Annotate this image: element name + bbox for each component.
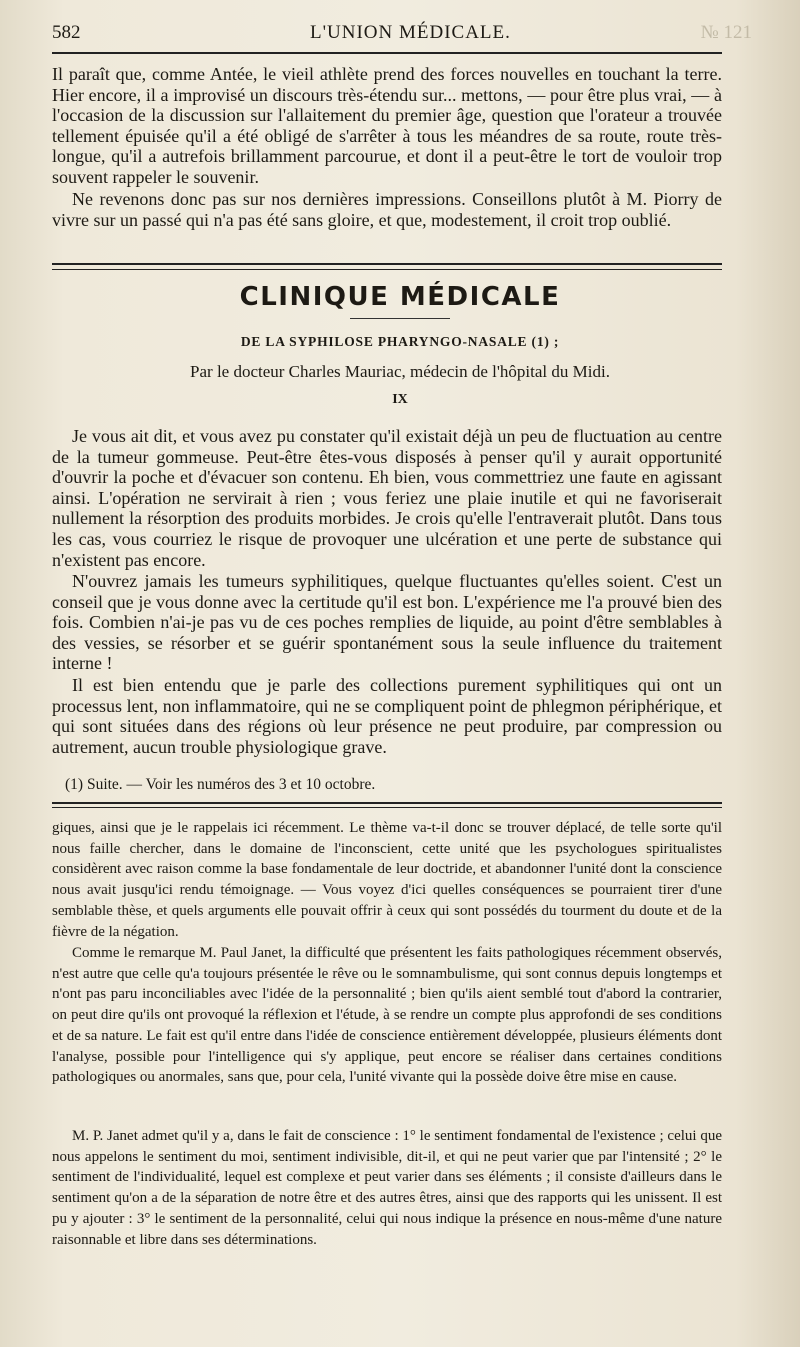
footnote-rule	[52, 802, 722, 804]
clinic-paragraph-1: Je vous ait dit, et vous avez pu constater qu'il existait déjà un peu de fluctuation au centre de la tumeur gommeuse. Peut-être êtes-vous disposés à penser qu'il y aurait opportunité d'ouvrir la poche et d'évacuer son contenu. Eh bien, vous commettriez une faute en agissant ainsi. L'opération ne servirait à rien ; vous feriez une plaie inutile et qui ne favoriserait nullement la résorption des produits morbides. Je crois qu'elle l'entraverait plutôt. Dans tous les cas, vous courriez le risque de provoquer une ulcération et une perte de substance qui n'existent pas encore.	[52, 426, 722, 570]
page-number: 582	[52, 22, 81, 43]
header-rule	[52, 52, 722, 54]
lower-paragraph-3: M. P. Janet admet qu'il y a, dans le fait de conscience : 1° le sentiment fondamental de l'existence ; celui que nous appelons le sentiment du moi, sentiment indivisible, dit-il, et qui ne peut varier que par l'intensité ; 2° le sentiment de l'individualité, lequel est complexe et peut varier dans ses éléments ; il consiste d'ailleurs dans le sentiment qu'on a de la séparation de notre être et des autres êtres, ainsi que des rapports qui les unissent. Il est pu y ajouter : 3° le sentiment de la personnalité, celui qui nous indique la présence en nous-même d'une nature raisonnable et libre dans ses déterminations.	[52, 1128, 722, 1248]
lower-paragraph-1: giques, ainsi que je le rappelais ici récemment. Le thème va-t-il donc se trouver déplacé, de telle sorte qu'il nous faille chercher, dans le domaine de l'inconscient, cette unité que les psychologues spiritualistes considèrent avec raison comme la base fondamentale de leur doctride, et abandonner l'unité dont la conscience nous avait jusqu'ici rendu témoignage. — Vous voyez d'ici quelles conséquences se pourraient tirer d'une semblable thèse, et quels arguments elle pouvait offrir à ceux qui sont possédés du tourment du doute et de la fièvre de la négation.	[52, 820, 722, 940]
intro-paragraph: Il paraît que, comme Antée, le vieil athlète prend des forces nouvelles en touchant la terre. Hier encore, il a improvisé un discours très-étendu sur... mettons, — pour être plus vrai, — à l'occasion de la discussion sur l'allaitement du premier âge, question que l'orateur a trouvée tellement épuisée qu'il a été obligé de s'arrêter à tous les méandres de sa route, route très-longue, qu'il a autrefois brillamment parcourue, et dont il a peut-être le tort de vouloir trop souvent rappeler le souvenir.	[52, 64, 722, 187]
bleed-through-mark: № 121	[700, 22, 752, 43]
clinic-paragraph-3: Il est bien entendu que je parle des collections purement syphilitiques qui ont un processus lent, non inflammatoire, qui ne se compliquent point de phlegmon périphérique, et qui sont situées dans des régions où leur présence ne peut produire, par compression ou autrement, aucun trouble physiologique grave.	[52, 675, 722, 757]
section-rule-top-thin	[52, 269, 722, 270]
intro-paragraph-2: Ne revenons donc pas sur nos dernières impressions. Conseillons plutôt à M. Piorry de vivre sur un passé qui n'a pas été sans gloire, et que, modestement, il croit trop oublié.	[52, 189, 722, 230]
section-subtitle: DE LA SYPHILOSE PHARYNGO-NASALE (1) ;	[240, 334, 560, 349]
page-header	[52, 18, 752, 48]
footnote-rule-thin	[52, 807, 722, 808]
footnote: (1) Suite. — Voir les numéros des 3 et 10 octobre.	[65, 776, 376, 793]
title-underline	[350, 318, 450, 319]
clinic-paragraph-2: N'ouvrez jamais les tumeurs syphilitiques, quelque fluctuantes qu'elles soient. C'est un conseil que je vous donne avec la certitude qu'il est bon. L'expérience me l'a prouvé bien des fois. Combien n'ai-je pas vu de ces poches remplies de liquide, au point d'être semblables à des vessies, se résorber et se guérir spontanément sous la seule influence du traitement interne !	[52, 571, 722, 674]
section-rule-top	[52, 263, 722, 265]
author-byline: Par le docteur Charles Mauriac, médecin de l'hôpital du Midi.	[190, 362, 610, 381]
lower-paragraph-2: Comme le remarque M. Paul Janet, la difficulté que présentent les faits pathologiques récemment observés, n'est autre que celle qu'a toujours présentée le rêve ou le somnambulisme, qui sont connus depuis longtemps et n'ont pas paru inconciliables avec l'idée de la personnalité ; bien qu'ils aient semblé tout d'abord la contrarier, on peut dire qu'ils ont provoqué la réflexion et l'étude, à se rendre un compte plus approfondi de ses conditions et de sa nature. Le fait est qu'il entre dans l'idée de conscience entièrement développée, plusieurs éléments dont l'analyse, possible pour l'intelligence qui s'y applique, peut encore se réaliser dans certaines conditions pathologiques ou anormales, sans que, pour cela, l'unité vivante qui la possède doive être mise en cause.	[52, 945, 722, 1086]
section-number: IX	[392, 392, 408, 407]
journal-title: L'UNION MÉDICALE.	[310, 22, 511, 43]
section-title: CLINIQUE MÉDICALE	[239, 282, 561, 312]
